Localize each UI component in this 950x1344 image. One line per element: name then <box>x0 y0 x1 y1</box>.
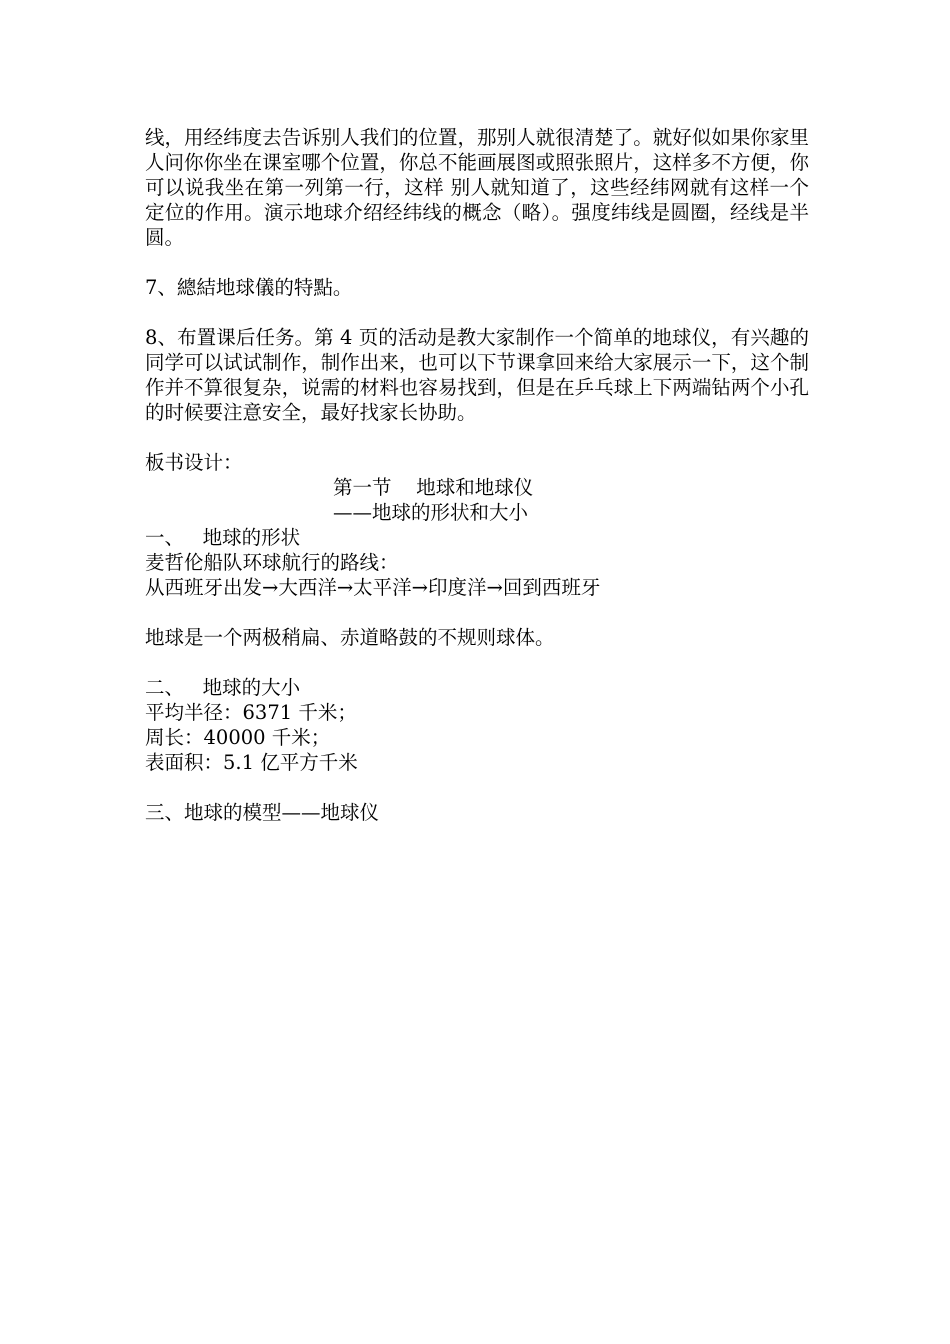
section-1-route: 从西班牙出发→大西洋→太平洋→印度洋→回到西班牙 <box>145 576 601 599</box>
section-2-circumference: 周长：40000 千米； <box>145 726 331 749</box>
spacer <box>145 250 809 275</box>
section-2-title: 二、 地球的大小 <box>145 676 301 699</box>
board-design-heading: 板书设计： <box>145 451 243 474</box>
spacer <box>145 775 809 800</box>
section-3-title: 三、地球的模型——地球仪 <box>145 801 380 824</box>
spacer <box>145 425 809 450</box>
paragraph-lat-long: 线，用经纬度去告诉别人我们的位置，那别人就很清楚了。就好似如果你家里人问你你坐在课室哪个位置，你总不能画展图或照张照片，这样多不方便，你可以说我坐在第一列第一行，这样 别人就知道了，这些经纬网就有这样一个定位的作用。演示地球介绍经纬线的概念（略）。强度纬线是圆圈，经线是半圆。 <box>145 126 809 249</box>
section-1-route-label: 麦哲伦船队环球航行的路线： <box>145 551 399 574</box>
board-subtitle: ——地球的形状和大小 <box>333 501 529 524</box>
spacer <box>145 600 809 625</box>
document-page <box>145 125 809 825</box>
section-1-shape-statement: 地球是一个两极稍扁、赤道略鼓的不规则球体。 <box>145 626 555 649</box>
paragraph-step-7: 7、總結地球儀的特點。 <box>145 276 353 299</box>
section-2-radius: 平均半径：6371 千米； <box>145 701 357 724</box>
paragraph-step-8: 8、布置课后任务。第 4 页的活动是教大家制作一个简单的地球仪，有兴趣的同学可以试试制作，制作出来，也可以下节课拿回来给大家展示一下，这个制作并不算很复杂，说需的材料也容易找到，但是在乒乓球上下两端钻两个小孔的时候要注意安全，最好找家长协助。 <box>145 326 809 424</box>
section-1-title: 一、 地球的形状 <box>145 526 301 549</box>
section-2-surface-area: 表面积：5.1 亿平方千米 <box>145 751 358 774</box>
spacer <box>145 650 809 675</box>
spacer <box>145 300 809 325</box>
board-title: 第一节 地球和地球仪 <box>333 476 534 499</box>
